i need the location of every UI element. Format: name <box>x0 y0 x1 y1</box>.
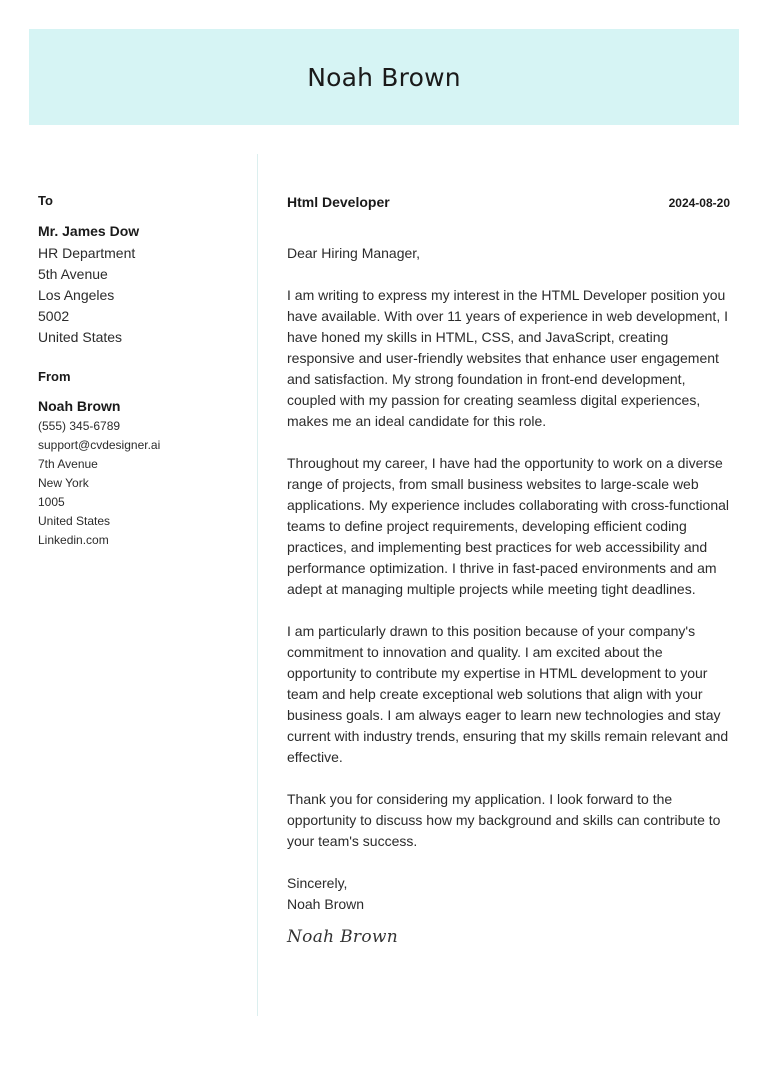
recipient-name: Mr. James Dow <box>38 223 140 239</box>
paragraph-motivation: I am particularly drawn to this position because of your company's commitment to innovation and quality. I am excited about the opportunity to contribute my expertise in HTML development to your team and help create exceptional web solutions that align with your business goals. I am always eager to learn new technologies and stay current with industry trends, ensuring that my skills remain relevant and effective. <box>287 623 729 765</box>
recipient-department: HR Department <box>38 245 136 261</box>
recipient-address <box>38 243 243 348</box>
recipient-city: Los Angeles <box>38 287 115 303</box>
paragraph-intro: I am writing to express my interest in the HTML Developer position you have available. With over 11 years of experience in web development, I have honed my skills in HTML, CSS, and JavaScript, creating responsive and user-friendly websites that enhance user engagement and satisfaction. My strong foundation in front-end development, coupled with my passion for creating seamless digital experiences, makes me an ideal candidate for this role. <box>287 287 728 429</box>
salutation: Dear Hiring Manager, <box>287 245 421 261</box>
sender-zip: 1005 <box>38 495 65 509</box>
paragraph-experience: Throughout my career, I have had the opportunity to work on a diverse range of projects, from small business websites to large-scale web applications. My experience includes collaborating with cross-functional teams to define project requirements, developing efficient coding practices, and implementing best practices for web accessibility and performance optimization. I thrive in fast-paced environments and am adept at managing multiple projects while meeting tight deadlines. <box>287 455 730 597</box>
recipient-label: To <box>38 193 53 208</box>
closing-phrase: Sincerely, <box>287 875 348 891</box>
header-name: Noah Brown <box>307 62 461 92</box>
closing-name: Noah Brown <box>287 896 365 912</box>
sender-country: United States <box>38 514 111 528</box>
recipient-street: 5th Avenue <box>38 266 108 282</box>
sender-label: From <box>38 369 71 384</box>
header-band <box>29 29 739 125</box>
recipient-country: United States <box>38 329 123 345</box>
signature: Noah Brown <box>287 927 398 947</box>
column-divider <box>257 154 258 1016</box>
letter-heading <box>287 193 730 211</box>
sender-name: Noah Brown <box>38 398 121 414</box>
sender-email: support@cvdesigner.ai <box>38 438 161 452</box>
sender-city: New York <box>38 476 89 490</box>
letter-date: 2024-08-20 <box>668 196 730 210</box>
job-title: Html Developer <box>287 194 390 210</box>
sender-website: Linkedin.com <box>38 533 109 547</box>
paragraph-thanks: Thank you for considering my application. I look forward to the opportunity to discuss how my background and skills can contribute to your team's success. <box>287 791 721 849</box>
letter-column <box>287 193 730 947</box>
sender-phone: (555) 345-6789 <box>38 419 121 433</box>
recipient-zip: 5002 <box>38 308 70 324</box>
contact-column <box>38 193 243 550</box>
sender-contact <box>38 417 243 550</box>
closing <box>287 873 730 915</box>
sender-street: 7th Avenue <box>38 457 98 471</box>
